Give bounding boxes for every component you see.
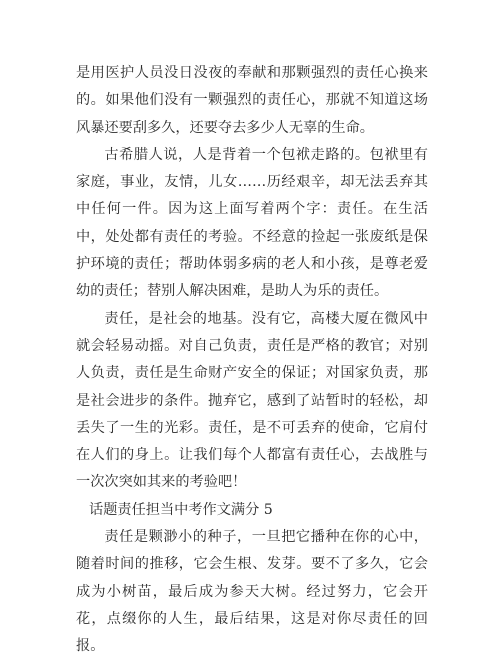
paragraph-4: 责任是颗渺小的种子，一旦把它播种在你的心中，随着时间的推移，它会生根、发芽。要不了多久，它会成为小树苗，最后成为参天大树。经过努力，它会开花，点缀你的人生，最后结果，这是对你尽责任的回报。 [76, 529, 428, 655]
paragraph-1: 是用医护人员没日没夜的奉献和那颗强烈的责任心换来的。如果他们没有一颗强烈的责任心，那就不知道这场风暴还要刮多久，还要夺去多少人无辜的生命。 [76, 65, 428, 136]
paragraph-3: 责任，是社会的地基。没有它，高楼大厦在微风中就会轻易动摇。对自己负责，责任是严格的教官；对别人负责，责任是生命财产安全的保证；对国家负责，那是社会进步的条件。抛弃它，感到了站暂时的轻松，却丢失了一生的光彩。责任，是不可丢弃的使命，它肩付在人们的身上。让我们每个人都富有责任心，去战胜与一次次突如其来的考验吧！ [76, 310, 428, 491]
article-body [76, 60, 428, 661]
paragraph-2: 古希腊人说，人是背着一个包袱走路的。包袱里有家庭，事业，友情，儿女……历经艰辛，却无法丢弃其中任何一件。因为这上面写着两个字：责任。在生活中，处处都有责任的考验。不经意的捡起一张废纸是保护环境的责任；帮助体弱多病的老人和小孩，是尊老爱幼的责任；替别人解决困难，是助人为乐的责任。 [76, 146, 428, 300]
section-heading: 话题责任担当中考作文满分 5 [89, 501, 273, 518]
